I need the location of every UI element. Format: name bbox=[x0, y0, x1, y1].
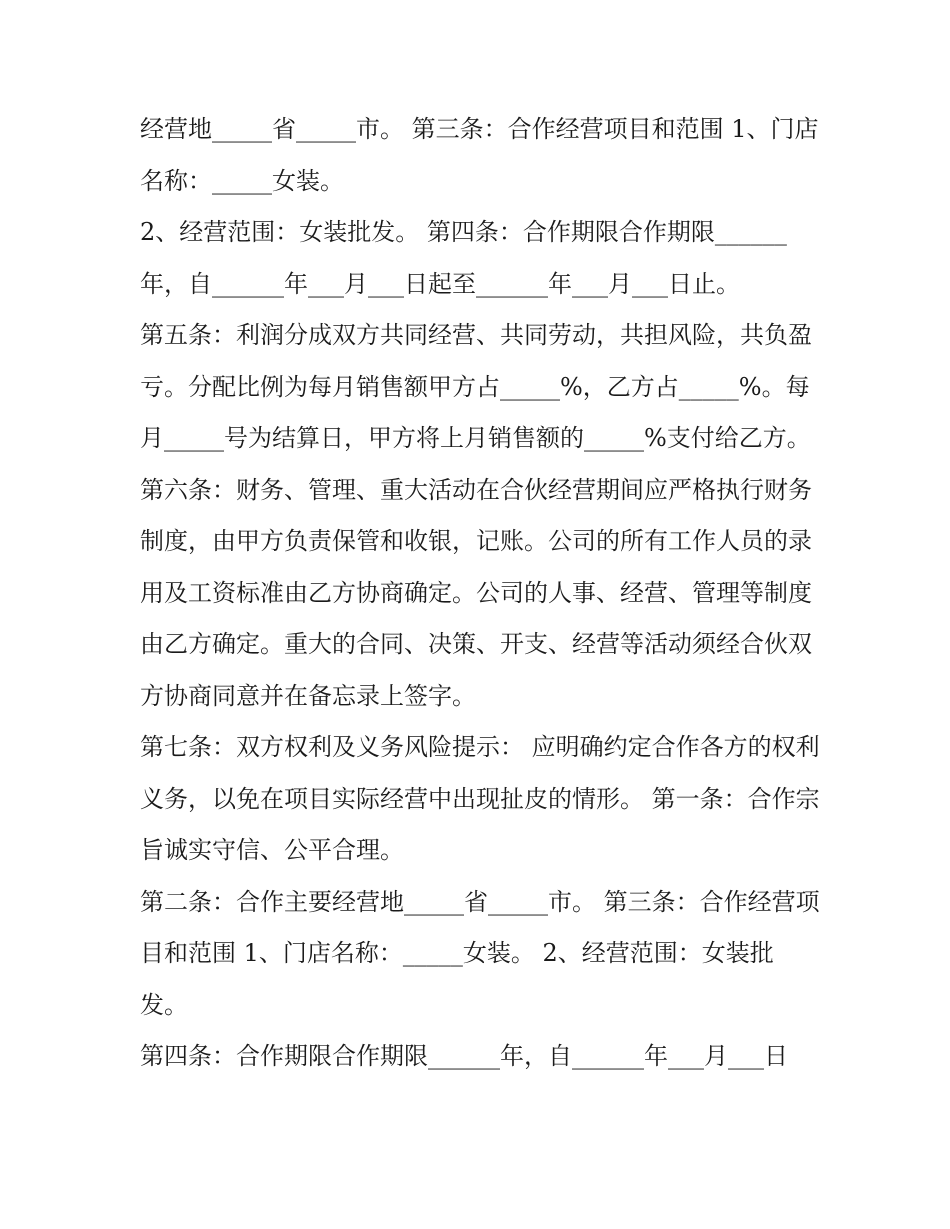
paragraph-article-5-profit: 第五条：利润分成双方共同经营、共同劳动，共担风险，共负盈亏。分配比例为每月销售额甲方占_____%，乙方占_____%。每月_____号为结算日，甲方将上月销售额的_____%支付给乙方。 bbox=[140, 321, 812, 452]
paragraph-article-6-finance: 第六条：财务、管理、重大活动在合伙经营期间应严格执行财务制度，由甲方负责保管和收银，记账。公司的所有工作人员的录用及工资标准由乙方协商确定。公司的人事、经营、管理等制度由乙方确定。重大的合同、决策、开支、经营等活动须经合伙双方协商同意并在备忘录上签字。 bbox=[140, 475, 812, 710]
contract-text bbox=[140, 104, 820, 1083]
paragraph-article-4-term: 第四条：合作期限合作期限______年，自______年___月___日 bbox=[140, 1042, 788, 1070]
paragraph-article-7-rights: 第七条：双方权利及义务风险提示： 应明确约定合作各方的权利义务，以免在项目实际经营中出现扯皮的情形。 第一条：合作宗旨诚实守信、公平合理。 bbox=[140, 733, 820, 864]
paragraph-business-scope-term: 2、经营范围：女装批发。 第四条：合作期限合作期限______年，自______年___月___日起至______年___月___日止。 bbox=[140, 218, 787, 298]
paragraph-business-location: 经营地_____省_____市。 第三条：合作经营项目和范围 1、门店名称：_____女装。 bbox=[140, 115, 819, 195]
paragraph-article-2-location: 第二条：合作主要经营地_____省_____市。 第三条：合作经营项目和范围 1、门店名称：_____女装。 2、经营范围：女装批发。 bbox=[140, 887, 820, 1019]
